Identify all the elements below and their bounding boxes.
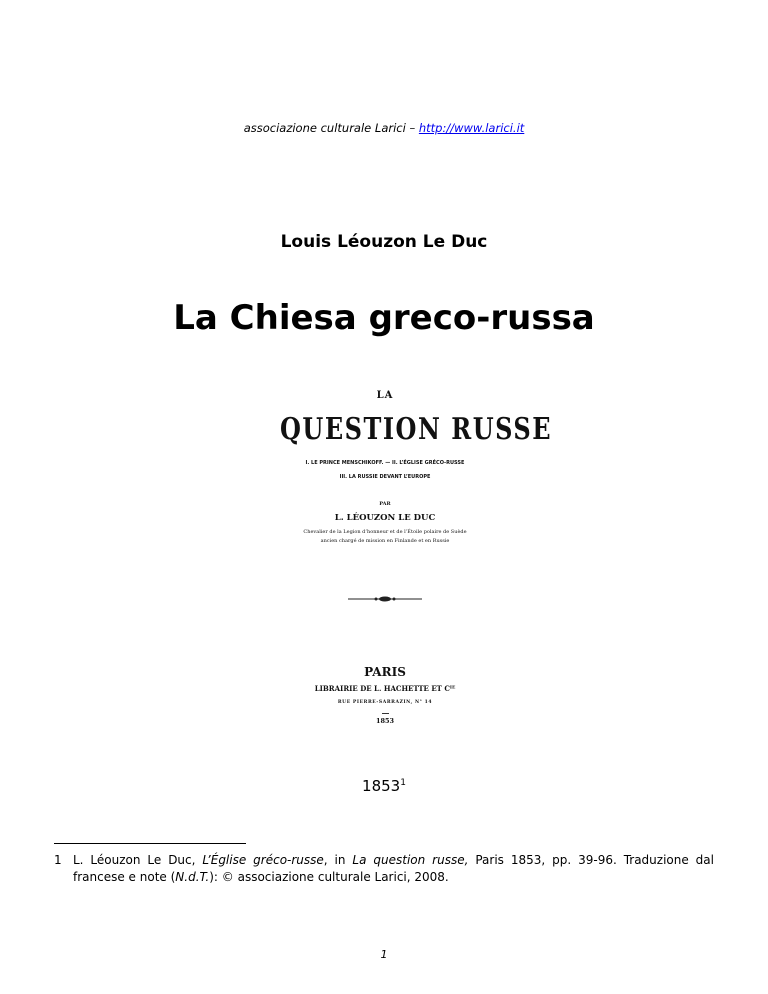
page-header bbox=[0, 121, 768, 135]
footnote bbox=[54, 852, 714, 886]
footnote-separator bbox=[54, 843, 246, 844]
scan-contents-line-1: I. LE PRINCE MENSCHIKOFF. — II. L’ÉGLISE GRÉCO-RUSSE bbox=[305, 460, 465, 466]
scan-street: RUE PIERRE-SARRAZIN, N° 14 bbox=[337, 700, 433, 705]
footnote-part-1: L. Léouzon Le Duc, bbox=[73, 853, 203, 867]
footnote-work-2: La question russe, bbox=[352, 853, 469, 867]
footnote-part-4: ): © associazione culturale Larici, 2008. bbox=[209, 870, 449, 884]
footnote-part-3: Paris 1853, pp. 39-96. Traduzione dal francese e note ( bbox=[73, 853, 714, 884]
ornament-divider-icon bbox=[348, 594, 422, 604]
scan-main-title: QUESTION RUSSE bbox=[280, 410, 553, 447]
footnote-reference[interactable]: 1 bbox=[400, 778, 406, 788]
scan-publisher: LIBRAIRIE DE L. HACHETTE ET Cᴵᴱ bbox=[314, 684, 456, 693]
scanned-title-page bbox=[280, 382, 553, 754]
footnote-part-2: , in bbox=[323, 853, 353, 867]
year-caption bbox=[0, 777, 768, 795]
header-link[interactable]: http://www.larici.it bbox=[418, 121, 525, 135]
document-title: La Chiesa greco-russa bbox=[173, 298, 595, 338]
scan-par: PAR bbox=[379, 501, 391, 507]
scan-contents-line-2: III. LA RUSSIE DEVANT L’EUROPE bbox=[339, 474, 431, 480]
scan-year: 1853 bbox=[375, 717, 395, 725]
footnote-number: 1 bbox=[54, 853, 62, 867]
footnote-abbreviation: N.d.T. bbox=[175, 870, 210, 884]
footnote-work-1: L’Église gréco-russe bbox=[202, 853, 324, 867]
scan-dash bbox=[382, 713, 389, 714]
scan-article: LA bbox=[376, 390, 394, 401]
footnote-text bbox=[73, 852, 714, 886]
scan-author: L. LÉOUZON LE DUC bbox=[334, 513, 436, 523]
document-author: Louis Léouzon Le Duc bbox=[280, 232, 488, 252]
scan-credentials-line-2: ancien chargé de mission en Finlande et en Russie bbox=[320, 538, 450, 544]
scan-city: PARIS bbox=[364, 665, 406, 679]
year-caption-text: 1853 bbox=[362, 777, 401, 795]
header-text: associazione culturale Larici – bbox=[243, 121, 419, 135]
page-number: 1 bbox=[380, 948, 388, 961]
scan-credentials-line-1: Chevalier de la Legion d’honneur et de l’Étoile polaire de Suède bbox=[303, 529, 467, 535]
